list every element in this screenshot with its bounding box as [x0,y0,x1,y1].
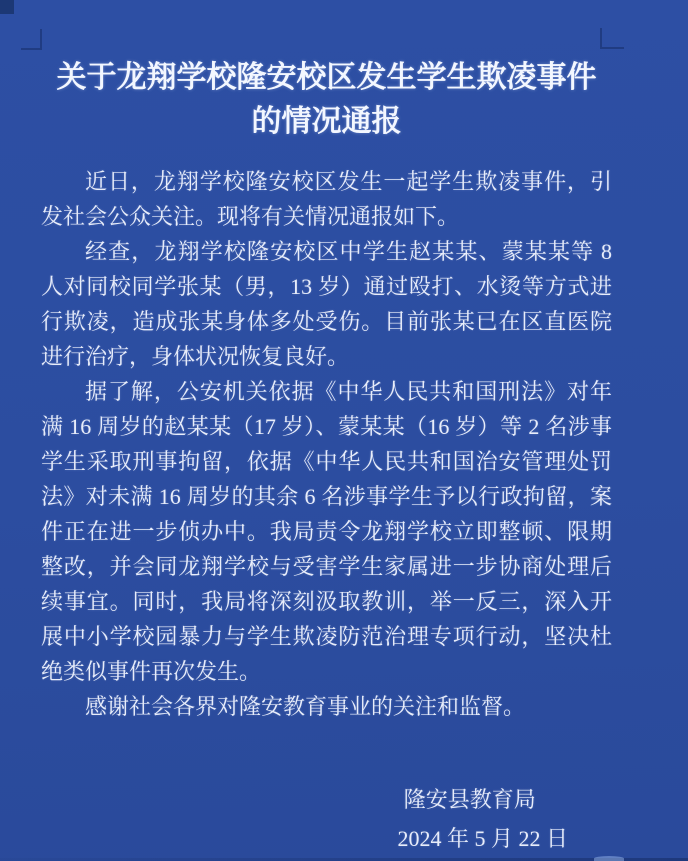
notice-title [41,0,612,144]
issue-date: 2024 年 5 月 22 日 [397,826,568,851]
crop-mark-top-right-icon [600,28,624,49]
corner-notch [0,0,14,14]
notice-paragraph-3: 据了解，公安机关依据《中华人民共和国刑法》对年满 16 周岁的赵某某（17 岁）、蒙某某（16 岁）等 2 名涉事学生采取刑事拘留，依据《中华人民共和国治安管理处罚法》对未满 16 周岁的其余 6 名涉事学生予以行政拘留，案件正在进一步侦办中。我局责令龙翔学校立即整顿、限期整改，并会同龙翔学校与受害学生家属进一步协商处理后续事宜。同时，我局将深刻汲取教训，举一反三，深入开展中小学校园暴力与学生欺凌防范治理专项行动，坚决杜绝类似事件再次发生。 [41,379,612,684]
notice-paragraph-1: 近日，龙翔学校隆安校区发生一起学生欺凌事件，引发社会公众关注。现将有关情况通报如下。 [41,169,612,229]
signature-block [397,780,568,858]
notice-paragraph-2: 经查，龙翔学校隆安校区中学生赵某某、蒙某某等 8 人对同校同学张某（男，13 岁）通过殴打、水烫等方式进行欺凌，造成张某身体多处受伤。目前张某已在区直医院进行治疗，身体状况恢复良好。 [41,239,612,369]
crop-mark-top-left-icon [21,29,42,50]
bottom-edge-artifact [594,856,624,861]
notice-body [41,164,612,724]
notice-title-line1: 关于龙翔学校隆安校区发生学生欺凌事件 [56,61,597,94]
issuer-signature: 隆安县教育局 [403,787,536,812]
notice-paragraph-4: 感谢社会各界对隆安教育事业的关注和监督。 [85,694,526,719]
notice-title-line2: 的情况通报 [251,105,402,138]
